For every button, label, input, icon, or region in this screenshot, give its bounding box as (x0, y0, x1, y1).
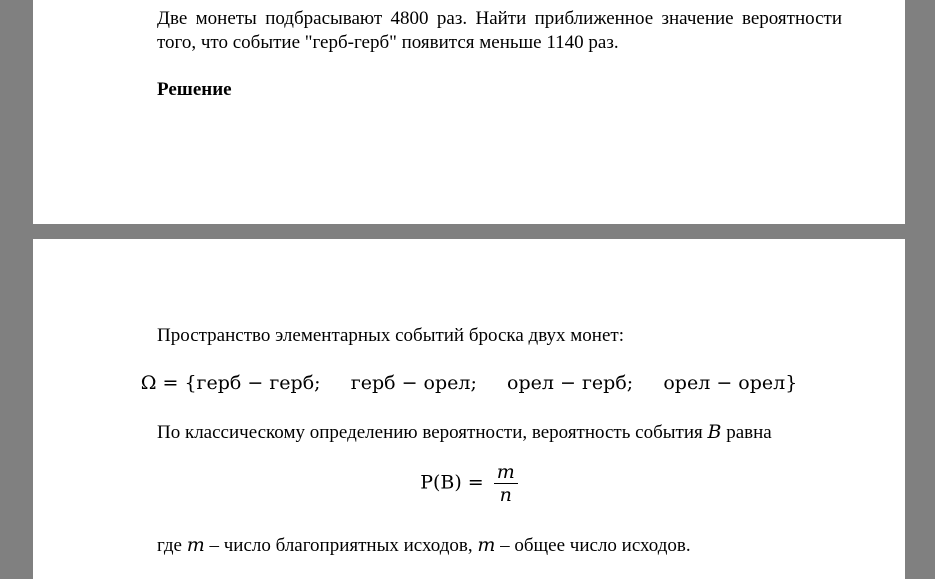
where-text-1: где (157, 535, 187, 556)
solution-heading: Решение (157, 79, 232, 100)
page-1 (33, 0, 905, 224)
classical-definition-text (157, 420, 842, 445)
where-text-2: – число благоприятных исходов, (204, 535, 478, 556)
probability-lhs: P(B) = (420, 471, 490, 494)
sample-space-intro: Пространство элементарных событий броска двух монет: (157, 325, 624, 346)
fraction-denominator: n (499, 484, 512, 506)
event-variable: B (707, 421, 722, 443)
classical-text-end: равна (721, 422, 772, 443)
where-text-3: – общее число исходов. (495, 535, 691, 556)
problem-statement: Две монеты подбрасывают 4800 раз. Найти приближенное значение вероятности того, что событие "герб-герб" появится меньше 1140 раз. (157, 8, 842, 53)
fraction-numerator: m (494, 461, 518, 484)
omega-formula: Ω = {герб − герб; герб − орел; орел − герб; орел − орел} (140, 372, 798, 394)
where-var-m1: m (186, 534, 205, 556)
probability-formula (33, 461, 905, 506)
classical-text: По классическому определению вероятности, вероятность события (157, 422, 708, 443)
probability-fraction (494, 461, 518, 506)
page-2 (33, 239, 905, 579)
where-explanation (157, 533, 842, 558)
where-var-m2: m (477, 534, 496, 556)
